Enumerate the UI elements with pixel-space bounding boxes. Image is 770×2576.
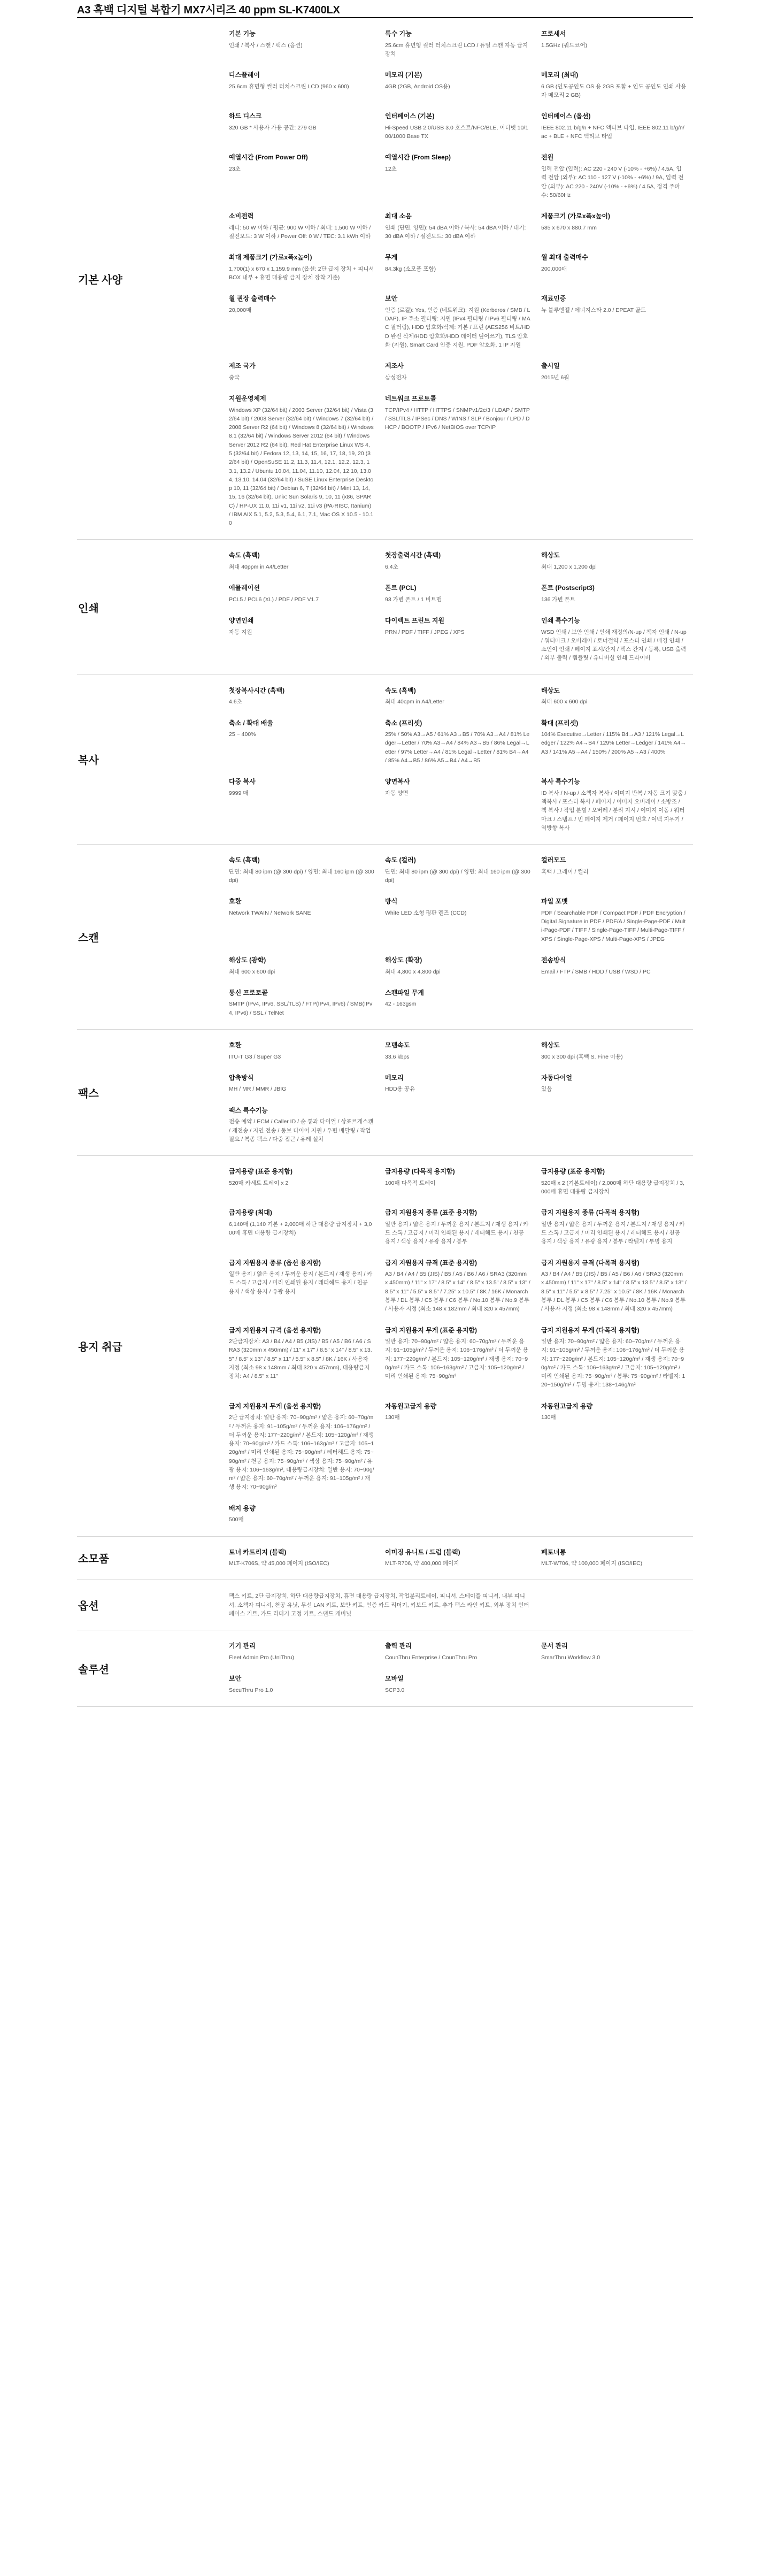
spec-label: 최대 소음	[385, 212, 412, 220]
spec-value: 일반 용지 / 얇은 용지 / 두꺼운 용지 / 본드지 / 재생 용지 / 카드 스톡 / 고급지 / 미리 인쇄된 용지 / 레터헤드 용지 / 천공 용지 / 색상 용지 / 유광 용지 / 봉투	[385, 1221, 529, 1245]
spec-label: 속도 (흑백)	[229, 856, 260, 864]
spec-label: 모바일	[385, 1675, 404, 1683]
spec-value: ID 복사 / N-up / 소책자 복사 / 이미지 반복 / 자동 크기 맞춤 / 책복사 / 포스터 복사 / 페이지 / 이미지 오버레이 / 소방조 / 책 복사 / 작업 분할 / 오버레 / 분리 지시 / 이미지 이동 / 워터마크 / 스탬프 / 빈 페이지 제거 / 페이지 번호 / 여백 지우기 / 역방향 복사	[541, 789, 687, 831]
spec-value: TCP/IPv4 / HTTP / HTTPS / SNMPv1/2c/3 / LDAP / SMTP / SSL/TLS / IPSec / DNS / WINS / SLP / Bonjour / LPD / DHCP / BOOTP / IPv6 / NetBIOS over TCP/IP	[385, 407, 530, 431]
spec-label: 첫장출력시간 (흑백)	[385, 551, 441, 559]
spec-label: 팩스 특수기능	[229, 1106, 268, 1114]
spec-value: 23초	[229, 165, 241, 172]
spec-value: 104% Executive→Letter / 115% B4→A3 / 121% Legal→Ledger / 122% A4→B4 / 129% Letter→Ledger / 141% A4→A3 / 141% A5→A4 / 150% / 200% A5→A3 / 400%	[541, 731, 686, 755]
spec-item	[541, 687, 687, 707]
spec-value: 25.6cm 휴면형 컬러 터치스크린 LCD / 듀얼 스캔 자동 급지 장치	[385, 42, 528, 57]
spec-item	[541, 1642, 687, 1662]
spec-item	[385, 1642, 530, 1662]
spec-value: 1,700(1) x 670 x 1,159.9 mm (옵션: 2단 급지 장치 + 피니셔 BOX 내부 + 휴면 대용량 급지 장치 장착 기준)	[229, 265, 374, 281]
spec-label: 이미징 유니트 / 드럼 (블랙)	[385, 1548, 460, 1556]
spec-label: 보안	[229, 1675, 242, 1683]
spec-label: 문서 관리	[541, 1642, 568, 1650]
spec-section-options	[77, 1580, 693, 1630]
spec-item	[541, 898, 687, 944]
spec-value: 25 ~ 400%	[229, 731, 256, 738]
spec-value: 33.6 kbps	[385, 1053, 410, 1060]
spec-item	[229, 1592, 530, 1618]
spec-label: 월 최대 출력매수	[541, 254, 588, 262]
spec-value: Fleet Admin Pro (UniThru)	[229, 1654, 294, 1661]
spec-label: 컬러모드	[541, 856, 566, 864]
spec-item	[541, 212, 687, 241]
spec-item	[229, 362, 374, 382]
spec-label: 호환	[229, 1041, 242, 1049]
spec-value: 최대 600 x 600 dpi	[229, 968, 275, 975]
spec-value: 6.4초	[385, 563, 398, 570]
section-title: 소모품	[78, 1553, 109, 1566]
spec-label: 토너 카트리지 (블랙)	[229, 1548, 287, 1556]
spec-item	[385, 395, 530, 527]
spec-grid	[229, 1548, 693, 1568]
spec-value: 4.6초	[229, 699, 242, 706]
spec-value: 흑백 / 그레이 / 컬러	[541, 868, 589, 875]
spec-label: 파일 포맷	[541, 898, 568, 906]
spec-value: PDF / Searchable PDF / Compact PDF / PDF Encryption / Digital Signature in PDF / PDF/A / Single-Page-PDF / Multi-Page-PDF / TIFF / Single-Page-TIFF / Multi-Page-TIFF / XPS / Single-Page-XPS / Multi-Page-XPS / JPEG	[541, 909, 686, 942]
spec-label: 전원	[541, 154, 554, 162]
spec-label: 제조사	[385, 362, 404, 370]
spec-value: MLT-R706, 약 400,000 페이지	[385, 1560, 459, 1567]
spec-value: 9999 매	[229, 789, 249, 796]
spec-label: 재료인증	[541, 295, 566, 303]
spec-value: Email / FTP / SMB / HDD / USB / WSD / PC	[541, 968, 651, 975]
spec-item	[541, 362, 687, 382]
spec-label: 다중 복사	[229, 778, 256, 786]
spec-value: 2단 급지장치: 일반 용지: 70~90g/m² / 얇은 용지: 60~70g/m² / 두꺼운 용지: 91~105g/m² / 두꺼운 용지: 106~176g/m² / 더 두꺼운 용지: 177~220g/m² / 본드지: 105~120g/m² / 재생 용지: 70~90g/m² / 카드 스톡: 106~163g/m² / 고급지: 105~120g/m² / 미리 인쇄된 용지: 75~90g/m² / 레터헤드 용지: 75~90g/m² / 천공 용지: 75~90g/m² / 색상 용지: 75~90g/m² / 유광 용지: 106~163g/m², 대용량급지장치: 일반 용지: 70~90g/m² / 얇은 용지: 60~70g/m² / 두꺼운 용지: 91~105g/m² / 재생 용지: 70~90g/m²	[229, 1414, 374, 1491]
spec-section-fax	[77, 1030, 693, 1156]
spec-item	[541, 295, 687, 349]
spec-value: MLT-K706S, 약 45,000 페이지 (ISO/IEC)	[229, 1560, 329, 1567]
spec-section-solution	[77, 1630, 693, 1707]
spec-item	[229, 617, 374, 663]
spec-item	[541, 154, 687, 200]
spec-value: MLT-W706, 약 100,000 페이지 (ISO/IEC)	[541, 1560, 643, 1567]
spec-value: PCL5 / PCL6 (XL) / PDF / PDF V1.7	[229, 596, 319, 603]
section-title-wrap	[77, 687, 229, 832]
spec-label: 폰트 (PCL)	[385, 584, 417, 592]
spec-item	[385, 254, 530, 282]
spec-item	[541, 1259, 687, 1314]
spec-label: 최대 제품크기 (가로x폭x높이)	[229, 254, 312, 262]
spec-label: 확대 (프리셋)	[541, 719, 579, 727]
spec-item	[541, 1168, 687, 1196]
spec-label: 제품크기 (가로x폭x높이)	[541, 212, 611, 220]
spec-item	[229, 856, 374, 885]
spec-value: HDD용 공유	[385, 1086, 415, 1093]
spec-value: 585 x 670 x 880.7 mm	[541, 224, 597, 231]
spec-item	[541, 254, 687, 282]
spec-label: 속도 (컬러)	[385, 856, 416, 864]
spec-label: 인터페이스 (기본)	[385, 112, 435, 120]
spec-value: 500매	[229, 1516, 244, 1523]
spec-value: A3 / B4 / A4 / B5 (JIS) / B5 / A5 / B6 / A6 / SRA3 (320mm x 450mm) / 11" x 17" / 8.5" x 14" / 8.5" x 13.5" / 8.5" x 13" / 8.5" x 11" / 5.5" x 8.5" / 7.25" x 10.5" / 8K / 16K / Monarch 봉투 / DL 봉투 / C5 봉투 / C6 봉투 / No.10 봉투 / No.9 봉투 / 사용자 지정 (최소 148 x 182mm / 최대 320 x 457mm)	[385, 1271, 530, 1313]
spec-value: 2단급지장치: A3 / B4 / A4 / B5 (JIS) / B5 / A5 / B6 / A6 / SRA3 (320mm x 450mm) / 11" x 17" / 8.5" x 14" / 8.5" x 13.5" / 8.5" x 13" / 8.5" x 11" / 5.5" x 8.5" / 8K / 16K / 사용자 지정 (최소 98 x 148mm / 최대 320 x 457mm), 대용량급지장치: A4 / 8.5" x 11"	[229, 1338, 372, 1380]
spec-item	[541, 1548, 687, 1568]
spec-value: 6,140매 (1,140 기본 + 2,000매 하단 대용량 급지장치 + 3,000매 휴면 대용량 급지장치)	[229, 1221, 372, 1237]
spec-label: 월 권장 출력매수	[229, 295, 276, 303]
spec-value: A3 / B4 / A4 / B5 (JIS) / B5 / A5 / B6 / A6 / SRA3 (320mm x 450mm) / 11" x 17" / 8.5" x 14" / 8.5" x 13.5" / 8.5" x 13" / 8.5" x 11" / 5.5" x 8.5" / 7.25" x 10.5" / 8K / 16K / Monarch 봉투 / DL 봉투 / C5 봉투 / C6 봉투 / No.10 봉투 / No.9 봉투 / 사용자 지정 (최소 98 x 148mm / 최대 320 x 457mm)	[541, 1271, 687, 1313]
spec-label: 자동원고급지 용량	[385, 1402, 437, 1410]
spec-label: 복사 특수기능	[541, 778, 580, 786]
spec-label: 폐토너통	[541, 1548, 566, 1556]
spec-value: Hi-Speed USB 2.0/USB 3.0 호스트/NFC/BLE, 이더넷 10/100/1000 Base TX	[385, 124, 529, 140]
spec-value: 일반 용지: 70~90g/m² / 얇은 용지: 60~70g/m² / 두꺼운 용지: 91~105g/m² / 두꺼운 용지: 106~176g/m² / 더 두꺼운 용지: 177~220g/m² / 본드지: 105~120g/m² / 재생 용지: 70~90g/m² / 카드 스톡: 106~163g/m² / 고급지: 105~120g/m² / 미리 인쇄된 용지: 75~90g/m²	[385, 1338, 528, 1380]
section-title-wrap	[77, 1168, 229, 1524]
spec-value: 일반 용지 / 얇은 용지 / 두꺼운 용지 / 본드지 / 재생 용지 / 카드 스톡 / 고급지 / 미리 인쇄된 용지 / 레터헤드 용지 / 천공 용지 / 색상 용지 / 유광 용지 / 봉투 / 라벨지 / 투명 용지	[541, 1221, 685, 1245]
spec-value: 320 GB * 사용자 가용 공간: 279 GB	[229, 124, 317, 131]
spec-item	[541, 30, 687, 58]
spec-item	[229, 551, 374, 571]
spec-value: Windows XP (32/64 bit) / 2003 Server (32/64 bit) / Vista (32/64 bit) / 2008 Server (32/64 bit) / Windows 7 (32/64 bit) / 2008 Server R2 (64 bit) / Windows 8 (32/64 bit) / Windows 8.1 (32/64 bit) / Windows Server 2012 (64 bit) / Windows Server 2012 R2 (64 bit), Red Hat Enterprise Linux WS 4, 5 (32/64 bit) / Fedora 12, 13, 14, 15, 16, 17, 18, 19, 20 (32/64 bit) / OpenSuSE 11.2, 11.3, 11.4, 12.1, 12.2, 12.3, 13.1, 13.2 / Ubuntu 10.04, 11.04, 11.10, 12.04, 12.10, 13.04, 13.10, 14.04 (32/64 bit) / SuSE Linux Enterprise Desktop 10, 11 (32/64 bit) / Debian 6, 7 (32/64 bit) / Mint 13, 14, 15, 16 (32/64 bit), Unix: Sun Solaris 9, 10, 11 (x86, SPARC) / HP-UX 11.0, 11i v1, 11i v2, 11i v3 (PA-RISC, Itanium) / IBM AIX 5.1, 5.2, 5.3, 5.4, 6.1, 7.1, Mac OS X 10.5 - 10.10	[229, 407, 374, 527]
spec-value: SecuThru Pro 1.0	[229, 1686, 273, 1693]
spec-value: 100매 다목적 트레이	[385, 1179, 436, 1186]
spec-value: 인증 (로컬): Yes, 인증 (네트워크): 지원 (Kerberos / SMB / LDAP), IP 주소 필터링: 지원 (IPv4 필터링 / IPv6 필터링 / MAC 필터링), HDD 암호화/삭제: 기본 / 프린 (AES256 비트/HDD 완전 삭제/HDD 암호화/HDD 데이터 덮어쓰기), TLS 암호화 (지원), Smart Card 인증 지원, PDF 암호화, 1 IP 지원	[385, 306, 530, 348]
spec-label: 기기 관리	[229, 1642, 256, 1650]
spec-value: 인쇄 / 복사 / 스캔 / 팩스 (옵션)	[229, 42, 303, 49]
spec-grid	[229, 1642, 693, 1695]
spec-item	[385, 295, 530, 349]
spec-value: 520매 x 2 (기본트레이) / 2,000매 하단 대용량 급지장치 / 3,000매 휴면 대용량 급지장치	[541, 1179, 684, 1195]
spec-value: SMTP (IPv4, IPv6, SSL/TLS) / FTP(IPv4, IPv6) / SMB(IPv4, IPv6) / SSL / TelNet	[229, 1001, 373, 1016]
spec-value: 최대 4,800 x 4,800 dpi	[385, 968, 441, 975]
spec-value: 6 GB (인도공인도 OS 용 2GB 포함 + 인도 공인도 인쇄 사용자 메모리 2 GB)	[541, 83, 687, 98]
spec-value: 중국	[229, 374, 240, 381]
spec-label: 폰트 (Postscript3)	[541, 584, 595, 592]
spec-value: 93 가변 폰트 / 1 비트맵	[385, 596, 442, 603]
spec-item	[541, 1074, 687, 1094]
spec-item	[541, 584, 687, 604]
spec-value: 200,000매	[541, 265, 567, 272]
spec-grid	[229, 856, 693, 1017]
spec-item	[385, 362, 530, 382]
spec-label: 전송방식	[541, 956, 566, 964]
spec-item	[385, 1041, 530, 1061]
spec-label: 속도 (흑백)	[229, 551, 260, 559]
section-title-wrap	[77, 1548, 229, 1568]
spec-value: PRN / PDF / TIFF / JPEG / XPS	[385, 628, 465, 635]
section-title: 복사	[78, 755, 99, 767]
spec-item	[229, 687, 374, 707]
spec-item	[229, 719, 374, 765]
spec-item	[541, 1402, 687, 1492]
page-title: A3 흑백 디지털 복합기 MX7시리즈 40 ppm SL-K7400LX	[77, 4, 340, 16]
spec-item	[229, 956, 374, 976]
spec-item	[385, 584, 530, 604]
section-title-wrap	[77, 1642, 229, 1695]
spec-item	[229, 1642, 374, 1662]
spec-label: 급지 지원용지 무게 (다목적 용지함)	[541, 1326, 640, 1334]
spec-item	[541, 617, 687, 663]
spec-item	[229, 254, 374, 282]
spec-value: 일반 용지 / 얇은 용지 / 두꺼운 용지 / 본드지 / 재생 용지 / 카드 스톡 / 고급지 / 미리 인쇄된 용지 / 레터헤드 용지 / 천공 용지 / 색상 용지 / 유광 용지	[229, 1271, 373, 1295]
spec-label: 급지용량 (최대)	[229, 1209, 272, 1217]
spec-label: 양면복사	[385, 778, 410, 786]
spec-item	[385, 1259, 530, 1314]
spec-label: 자동원고급지 용량	[541, 1402, 593, 1410]
spec-label: 해상도 (광학)	[229, 956, 266, 964]
spec-label: 무게	[385, 254, 398, 262]
spec-label: 자동다이얼	[541, 1074, 572, 1082]
spec-item	[385, 71, 530, 99]
spec-item	[385, 1402, 530, 1492]
title-bar	[77, 0, 693, 18]
spec-value: Network TWAIN / Network SANE	[229, 909, 311, 916]
spec-label: 급지 지원용지 규격 (옵션 용지함)	[229, 1326, 321, 1334]
spec-value: 있음	[541, 1086, 552, 1093]
spec-item	[541, 778, 687, 832]
spec-label: 모뎀속도	[385, 1041, 410, 1049]
spec-item	[385, 898, 530, 944]
spec-label: 호환	[229, 898, 242, 906]
spec-value: 팩스 키트, 2단 급지장치, 하단 대용량급지장치, 휴면 대용량 급지장치, 작업분리트레이, 피니셔, 스테이플 피니셔, 내부 피니셔, 소책자 피니셔, 천공 유닛, 무선 LAN 키트, 보안 키트, 인증 카드 리더기, 키보드 키트, 추가 팩스 라인 키트, 외부 장치 인터페이스 키트, 카드 리더기 고정 키트, 스탠드 캐비닛	[229, 1593, 529, 1617]
spec-label: 축소 / 확대 배율	[229, 719, 273, 727]
spec-item	[229, 1041, 374, 1061]
spec-label: 양면인쇄	[229, 617, 254, 625]
spec-label: 디스플레이	[229, 71, 260, 79]
spec-item	[385, 856, 530, 885]
spec-item	[385, 1209, 530, 1246]
section-title-wrap	[77, 1592, 229, 1618]
spec-item	[385, 1074, 530, 1094]
spec-label: 급지 지원용지 무게 (표준 용지함)	[385, 1326, 478, 1334]
spec-value: WSD 인쇄 / 보안 인쇄 / 인쇄 재정의/N-up / 책자 인쇄 / N-up / 워터마크 / 오버레이 / 토너절약 / 포스터 인쇄 / 배경 인쇄 / 소인이 인쇄 / 페이지 표시/간지 / 팩스 간지 / 등록, USB 출력 / 외부 출력 / 템플릿 / 유니버셜 인쇄 드라이버	[541, 628, 687, 662]
spec-item	[385, 212, 530, 241]
spec-item	[385, 956, 530, 976]
spec-label: 급지 지원용지 규격 (다목적 용지함)	[541, 1259, 640, 1267]
spec-value: 25.6cm 휴면형 컬러 터치스크린 LCD (960 x 600)	[229, 83, 349, 90]
spec-item	[229, 1259, 374, 1314]
spec-value: 42 - 163gsm	[385, 1001, 417, 1008]
spec-label: 통신 프로토콜	[229, 988, 268, 996]
spec-item	[541, 551, 687, 571]
spec-value: 최대 40ppm in A4/Letter	[229, 563, 289, 570]
spec-section-basic	[77, 18, 693, 540]
spec-value: 20,000매	[229, 306, 252, 313]
spec-section-print	[77, 540, 693, 674]
spec-value: 25% / 50% A3→A5 / 61% A3→B5 / 70% A3→A4 / 81% Ledger→Letter / 70% A3→A4 / 84% A3→B5 / 86% Legal→Letter / 97% Letter→A4 / 81% Legal→Letter / 81% B4→A4 / 85% A4→B5 / 86% A5→B4 / A4→B5	[385, 731, 530, 764]
spec-value: MH / MR / MMR / JBIG	[229, 1086, 287, 1093]
section-title: 기본 사양	[78, 274, 122, 286]
spec-label: 배지 용량	[229, 1504, 256, 1512]
spec-item	[385, 154, 530, 200]
spec-label: 급지 지원용지 종류 (다목적 용지함)	[541, 1209, 640, 1217]
section-title-wrap	[77, 1041, 229, 1144]
spec-item	[385, 1675, 530, 1695]
spec-label: 프로세서	[541, 30, 566, 37]
spec-value: 인쇄 (단면, 양면): 54 dBA 이하 / 복사: 54 dBA 이하 / 대기: 30 dBA 이하 / 절전모드: 30 dBA 이하	[385, 224, 526, 240]
spec-item	[541, 1327, 687, 1390]
spec-label: 해상도 (확장)	[385, 956, 422, 964]
spec-label: 해상도	[541, 1041, 560, 1049]
section-title-wrap	[77, 856, 229, 1017]
spec-value: 84.3kg (소모품 포함)	[385, 265, 436, 272]
spec-value: 136 가변 폰트	[541, 596, 575, 603]
spec-label: 급지 지원용지 무게 (옵션 용지함)	[229, 1402, 321, 1410]
spec-item	[229, 1107, 374, 1144]
spec-item	[229, 295, 374, 349]
spec-item	[385, 1327, 530, 1390]
spec-value: 일반 용지: 70~90g/m² / 얇은 용지: 60~70g/m² / 두꺼운 용지: 91~105g/m² / 두꺼운 용지: 106~176g/m² / 더 두꺼운 용지: 177~220g/m² / 본드지: 105~120g/m² / 재생 용지: 70~90g/m² / 카드 스톡: 106~163g/m² / 고급지: 105~120g/m² / 미리 인쇄된 용지: 75~90g/m² / 봉투: 75~90g/m² / 라벨지: 120~150g/m² / 투명 용지: 138~146g/m²	[541, 1338, 686, 1389]
spec-grid	[229, 1592, 693, 1618]
spec-item	[385, 778, 530, 832]
spec-item	[385, 687, 530, 707]
section-title: 인쇄	[78, 602, 99, 615]
spec-value: 최대 1,200 x 1,200 dpi	[541, 563, 597, 570]
spec-label: 제조 국가	[229, 362, 256, 370]
spec-grid	[229, 551, 693, 662]
spec-grid	[229, 1041, 693, 1144]
spec-item	[385, 112, 530, 141]
spec-item	[229, 1209, 374, 1246]
spec-value: 300 x 300 dpi (흑백 S. Fine 이용)	[541, 1053, 623, 1060]
section-title-wrap	[77, 551, 229, 662]
spec-item	[229, 30, 374, 58]
spec-item	[229, 1548, 374, 1568]
spec-item	[541, 112, 687, 141]
spec-item	[541, 856, 687, 885]
spec-item	[229, 1168, 374, 1196]
spec-item	[229, 989, 374, 1017]
spec-label: 지원운영체제	[229, 395, 266, 403]
spec-value: SCP3.0	[385, 1686, 405, 1693]
spec-label: 출시일	[541, 362, 560, 370]
spec-label: 메모리 (기본)	[385, 71, 422, 79]
spec-label: 예열시간 (From Power Off)	[229, 154, 308, 162]
spec-label: 인터페이스 (옵션)	[541, 112, 591, 120]
spec-label: 출력 관리	[385, 1642, 412, 1650]
spec-item	[541, 1209, 687, 1246]
spec-label: 인쇄 특수기능	[541, 617, 580, 625]
spec-item	[229, 1402, 374, 1492]
spec-label: 해상도	[541, 551, 560, 559]
spec-label: 급지 지원용지 규격 (표준 용지함)	[385, 1259, 478, 1267]
section-title: 옵션	[78, 1600, 99, 1613]
spec-label: 다이렉트 프린트 지원	[385, 617, 444, 625]
spec-value: CounThru Enterprise / CounThru Pro	[385, 1654, 478, 1661]
spec-item	[385, 719, 530, 765]
spec-item	[229, 778, 374, 832]
section-title: 솔루션	[78, 1663, 109, 1676]
spec-value: 최대 600 x 600 dpi	[541, 699, 588, 706]
spec-label: 보안	[385, 295, 398, 303]
spec-item	[229, 71, 374, 99]
spec-sections	[77, 18, 693, 1707]
spec-label: 소비전력	[229, 212, 254, 220]
section-title: 스캔	[78, 932, 99, 945]
spec-section-paper	[77, 1156, 693, 1536]
spec-value: ITU-T G3 / Super G3	[229, 1053, 281, 1060]
spec-value: 입력 전압 (입력): AC 220 - 240 V (-10% - +6%) / 4.5A, 입력 전압 (외부): AC 110 - 127 V (-10% - +6%) / 9A, 입력 전압 (외부): AC 220 - 240V (-10% - +6%) / 4.5A, 정격 주파수: 50/60Hz	[541, 165, 684, 198]
spec-item	[229, 898, 374, 944]
spec-item	[541, 71, 687, 99]
spec-item	[229, 395, 374, 527]
section-title-wrap	[77, 30, 229, 527]
spec-label: 속도 (흑백)	[385, 686, 416, 694]
spec-item	[385, 30, 530, 58]
spec-label: 축소 (프리셋)	[385, 719, 422, 727]
spec-label: 급지 지원용지 종류 (표준 용지함)	[385, 1209, 478, 1217]
spec-label: 급지 지원용지 종류 (옵션 용지함)	[229, 1259, 321, 1267]
spec-item	[385, 1548, 530, 1568]
spec-grid	[229, 1168, 693, 1524]
spec-label: 하드 디스크	[229, 112, 262, 120]
spec-label: 급지용량 (다목적 용지함)	[385, 1168, 455, 1176]
spec-item	[541, 719, 687, 765]
spec-label: 급지용량 (표준 용지함)	[541, 1168, 605, 1176]
spec-value: 단면: 최대 80 ipm (@ 300 dpi) / 양면: 최대 160 ipm (@ 300 dpi)	[229, 868, 374, 884]
spec-label: 특수 기능	[385, 30, 412, 37]
spec-value: 1.5GHz (쿼드코어)	[541, 42, 588, 49]
spec-item	[385, 551, 530, 571]
spec-value: 뉴 블루엔젤 / 에너지스타 2.0 / EPEAT 골드	[541, 306, 646, 313]
spec-item	[229, 154, 374, 200]
spec-section-copy	[77, 675, 693, 845]
spec-item	[229, 212, 374, 241]
spec-section-supplies	[77, 1537, 693, 1581]
spec-value: 자동 지원	[229, 628, 252, 635]
spec-label: 스캔파일 무게	[385, 988, 424, 996]
spec-value: 2015년 6월	[541, 374, 569, 381]
spec-label: 기본 기능	[229, 30, 256, 37]
spec-value: 삼성전자	[385, 374, 407, 381]
spec-value: White LED 소형 평판 렌즈 (CCD)	[385, 909, 467, 916]
spec-item	[229, 1675, 374, 1695]
spec-value: 최대 40cpm in A4/Letter	[385, 699, 444, 706]
spec-label: 급지용량 (표준 용지함)	[229, 1168, 292, 1176]
spec-value: 520매 카세트 트레이 x 2	[229, 1179, 289, 1186]
spec-label: 압축방식	[229, 1074, 254, 1082]
spec-item	[229, 1327, 374, 1390]
spec-item	[385, 1168, 530, 1196]
spec-value: 4GB (2GB, Android OS용)	[385, 83, 450, 90]
spec-label: 메모리	[385, 1074, 404, 1082]
spec-value: 단면: 최대 80 ipm (@ 300 dpi) / 양면: 최대 160 ipm (@ 300 dpi)	[385, 868, 530, 884]
spec-value: 130매	[385, 1414, 400, 1421]
spec-item	[229, 1074, 374, 1094]
spec-item	[229, 112, 374, 141]
spec-label: 첫장복사시간 (흑백)	[229, 686, 285, 694]
spec-value: 12초	[385, 165, 397, 172]
spec-label: 네트워크 프로토콜	[385, 395, 437, 403]
spec-value: 자동 양면	[385, 789, 409, 796]
spec-section-scan	[77, 845, 693, 1030]
spec-value: SmarThru Workflow 3.0	[541, 1654, 600, 1661]
spec-item	[541, 956, 687, 976]
section-title: 팩스	[78, 1088, 99, 1100]
spec-label: 방식	[385, 898, 398, 906]
spec-grid	[229, 687, 693, 832]
spec-grid	[229, 30, 693, 527]
spec-label: 에뮬레이션	[229, 584, 260, 592]
spec-label: 예열시간 (From Sleep)	[385, 154, 451, 162]
spec-item	[229, 584, 374, 604]
spec-label: 메모리 (최대)	[541, 71, 579, 79]
spec-value: IEEE 802.11 b/g/n + NFC 액티브 타입, IEEE 802.11 b/g/n/ac + BLE + NFC 액티브 타입	[541, 124, 684, 140]
spec-value: 전송 예약 / ECM / Caller ID / 순 통과 다이얼 / 상표르게스캔 / 재전송 / 지연 전송 / 동보 다이어 지원 / 우편 배달링 / 작업 필요 / 복종 팩스 / 다중 접근 / 유레 설치	[229, 1118, 374, 1143]
spec-label: 해상도	[541, 686, 560, 694]
spec-value: 레디: 50 W 이하 / 평균: 900 W 이하 / 최대: 1,500 W 이하 / 절전모드: 3 W 이하 / Power Off: 0 W / TEC: 3.1 kWh 이하	[229, 224, 371, 240]
section-title: 용지 취급	[78, 1341, 122, 1353]
spec-item	[385, 989, 530, 1017]
spec-item	[229, 1505, 374, 1524]
spec-item	[541, 1041, 687, 1061]
spec-item	[385, 617, 530, 663]
spec-value: 130매	[541, 1414, 556, 1421]
